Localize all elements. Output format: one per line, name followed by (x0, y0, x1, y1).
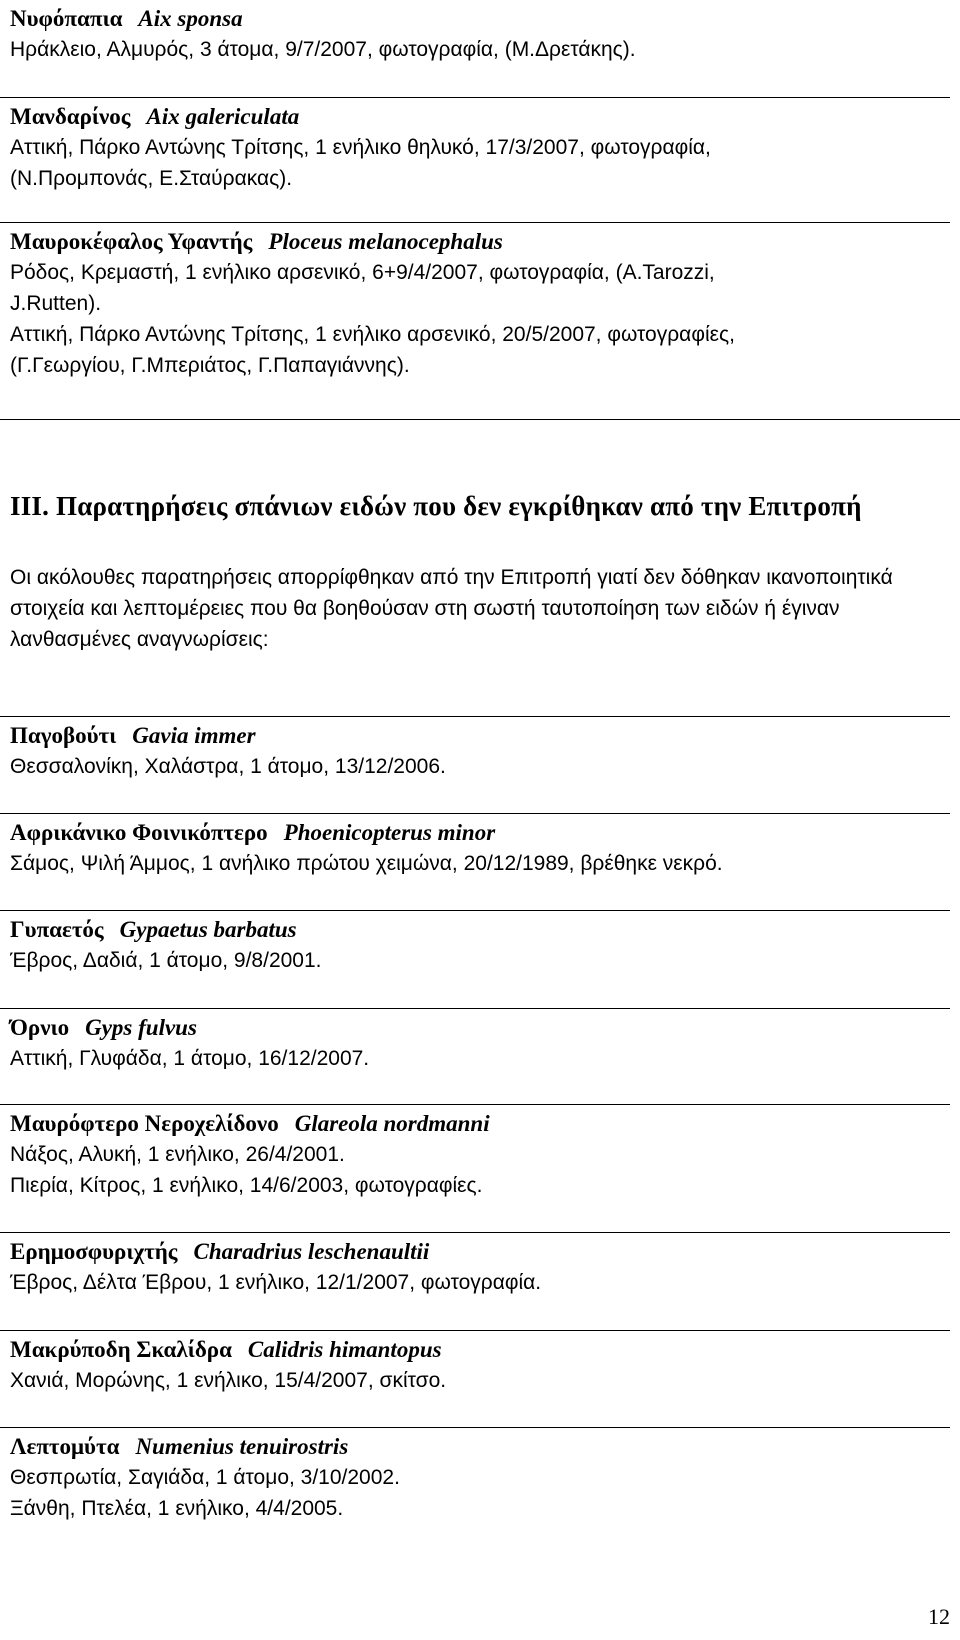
species-heading (10, 102, 960, 132)
divider (0, 716, 950, 717)
divider (0, 222, 950, 223)
scientific-name: Ploceus melanocephalus (268, 229, 503, 254)
record-line: J.Rutten). (10, 292, 102, 315)
record-line: Θεσσαλονίκη, Χαλάστρα, 1 άτομο, 13/12/2006. (10, 755, 446, 778)
record-line: Ηράκλειο, Αλμυρός, 3 άτομα, 9/7/2007, φωτογραφία, (Μ.Δρετάκης). (10, 38, 636, 61)
scientific-name: Glareola nordmanni (294, 1111, 490, 1136)
greek-name: Αφρικάνικο Φοινικόπτερο (10, 820, 268, 845)
entry-aix-galericulata (10, 102, 960, 194)
scientific-name: Numenius tenuirostris (135, 1434, 349, 1459)
species-heading (10, 227, 960, 257)
greek-name: Μαυροκέφαλος Υφαντής (10, 229, 253, 254)
record-line: Αττική, Γλυφάδα, 1 άτομο, 16/12/2007. (10, 1047, 370, 1070)
species-heading (10, 1013, 960, 1043)
record-line: Σάμος, Ψιλή Άμμος, 1 ανήλικο πρώτου χειμώνα, 20/12/1989, βρέθηκε νεκρό. (10, 852, 723, 875)
divider (0, 97, 950, 98)
greek-name: Μανδαρίνος (10, 104, 131, 129)
scientific-name: Charadrius leschenaultii (193, 1239, 430, 1264)
scientific-name: Phoenicopterus minor (283, 820, 496, 845)
species-heading (10, 915, 960, 945)
record-line: Έβρος, Δαδιά, 1 άτομο, 9/8/2001. (10, 949, 322, 972)
scientific-name: Aix galericulata (146, 104, 300, 129)
scientific-name: Calidris himantopus (247, 1337, 442, 1362)
entry-gavia-immer (10, 721, 960, 782)
scientific-name: Aix sponsa (138, 6, 243, 31)
record-line: Ρόδος, Κρεμαστή, 1 ενήλικο αρσενικό, 6+9/4/2007, φωτογραφία, (A.Tarozzi, (10, 261, 715, 284)
species-heading (10, 721, 960, 751)
greek-name: Μαυρόφτερο Νεροχελίδονο (10, 1111, 279, 1136)
greek-name: Παγοβούτι (10, 723, 117, 748)
scientific-name: Gypaetus barbatus (119, 917, 297, 942)
record-line: Νάξος, Αλυκή, 1 ενήλικο, 26/4/2001. (10, 1143, 345, 1166)
entry-glareola-nordmanni (10, 1109, 960, 1201)
divider (0, 1104, 950, 1105)
species-heading (10, 1335, 960, 1365)
divider (0, 813, 950, 814)
record-line: Ξάνθη, Πτελέα, 1 ενήλικο, 4/4/2005. (10, 1497, 344, 1520)
record-line: Έβρος, Δέλτα Έβρου, 1 ενήλικο, 12/1/2007, φωτογραφία. (10, 1271, 542, 1294)
scientific-name: Gyps fulvus (85, 1015, 197, 1040)
divider (0, 1232, 950, 1233)
divider (0, 419, 960, 420)
greek-name: Μακρύποδη Σκαλίδρα (10, 1337, 232, 1362)
entry-charadrius-leschenaultii (10, 1237, 960, 1298)
divider (0, 1427, 950, 1428)
entry-gypaetus-barbatus (10, 915, 960, 976)
page-number: 12 (928, 1604, 950, 1629)
greek-name: Νυφόπαπια (10, 6, 123, 31)
entry-phoenicopterus-minor (10, 818, 960, 879)
species-heading (10, 1237, 960, 1267)
entry-ploceus-melanocephalus (10, 227, 960, 381)
section-title: III. Παρατηρήσεις σπάνιων ειδών που δεν εγκρίθηκαν από την Επιτροπή (10, 491, 862, 521)
divider (0, 1330, 950, 1331)
entry-calidris-himantopus (10, 1335, 960, 1396)
record-line: (Ν.Προμπονάς, Ε.Σταύρακας). (10, 167, 293, 190)
record-line: Χανιά, Μορώνης, 1 ενήλικο, 15/4/2007, σκίτσο. (10, 1369, 447, 1392)
record-line: Θεσπρωτία, Σαγιάδα, 1 άτομο, 3/10/2002. (10, 1466, 400, 1489)
species-heading (10, 4, 960, 34)
divider (0, 910, 950, 911)
section-body: Οι ακόλουθες παρατηρήσεις απορρίφθηκαν από την Επιτροπή γιατί δεν δόθηκαν ικανοποιητικά στοιχεία και λεπτομέρειες που θα βοηθούσαν στη σωστή ταυτοποίηση των ειδών ή έγιναν λανθασμένες αναγνωρίσεις: (10, 566, 893, 651)
entry-gyps-fulvus (10, 1013, 960, 1074)
species-heading (10, 1432, 960, 1462)
greek-name: Ερημοσφυριχτής (10, 1239, 178, 1264)
scientific-name: Gavia immer (132, 723, 256, 748)
divider (0, 1008, 950, 1009)
record-line: Αττική, Πάρκο Αντώνης Τρίτσης, 1 ενήλικο θηλυκό, 17/3/2007, φωτογραφία, (10, 136, 711, 159)
greek-name: Όρνιο (10, 1015, 70, 1040)
record-line: (Γ.Γεωργίου, Γ.Μπεριάτος, Γ.Παπαγιάννης). (10, 354, 410, 377)
entry-aix-sponsa (10, 4, 960, 65)
species-heading (10, 1109, 960, 1139)
greek-name: Γυπαετός (10, 917, 104, 942)
record-line: Πιερία, Κίτρος, 1 ενήλικο, 14/6/2003, φωτογραφίες. (10, 1174, 483, 1197)
entry-numenius-tenuirostris (10, 1432, 960, 1524)
record-line: Αττική, Πάρκο Αντώνης Τρίτσης, 1 ενήλικο αρσενικό, 20/5/2007, φωτογραφίες, (10, 323, 735, 346)
greek-name: Λεπτομύτα (10, 1434, 120, 1459)
species-heading (10, 818, 960, 848)
